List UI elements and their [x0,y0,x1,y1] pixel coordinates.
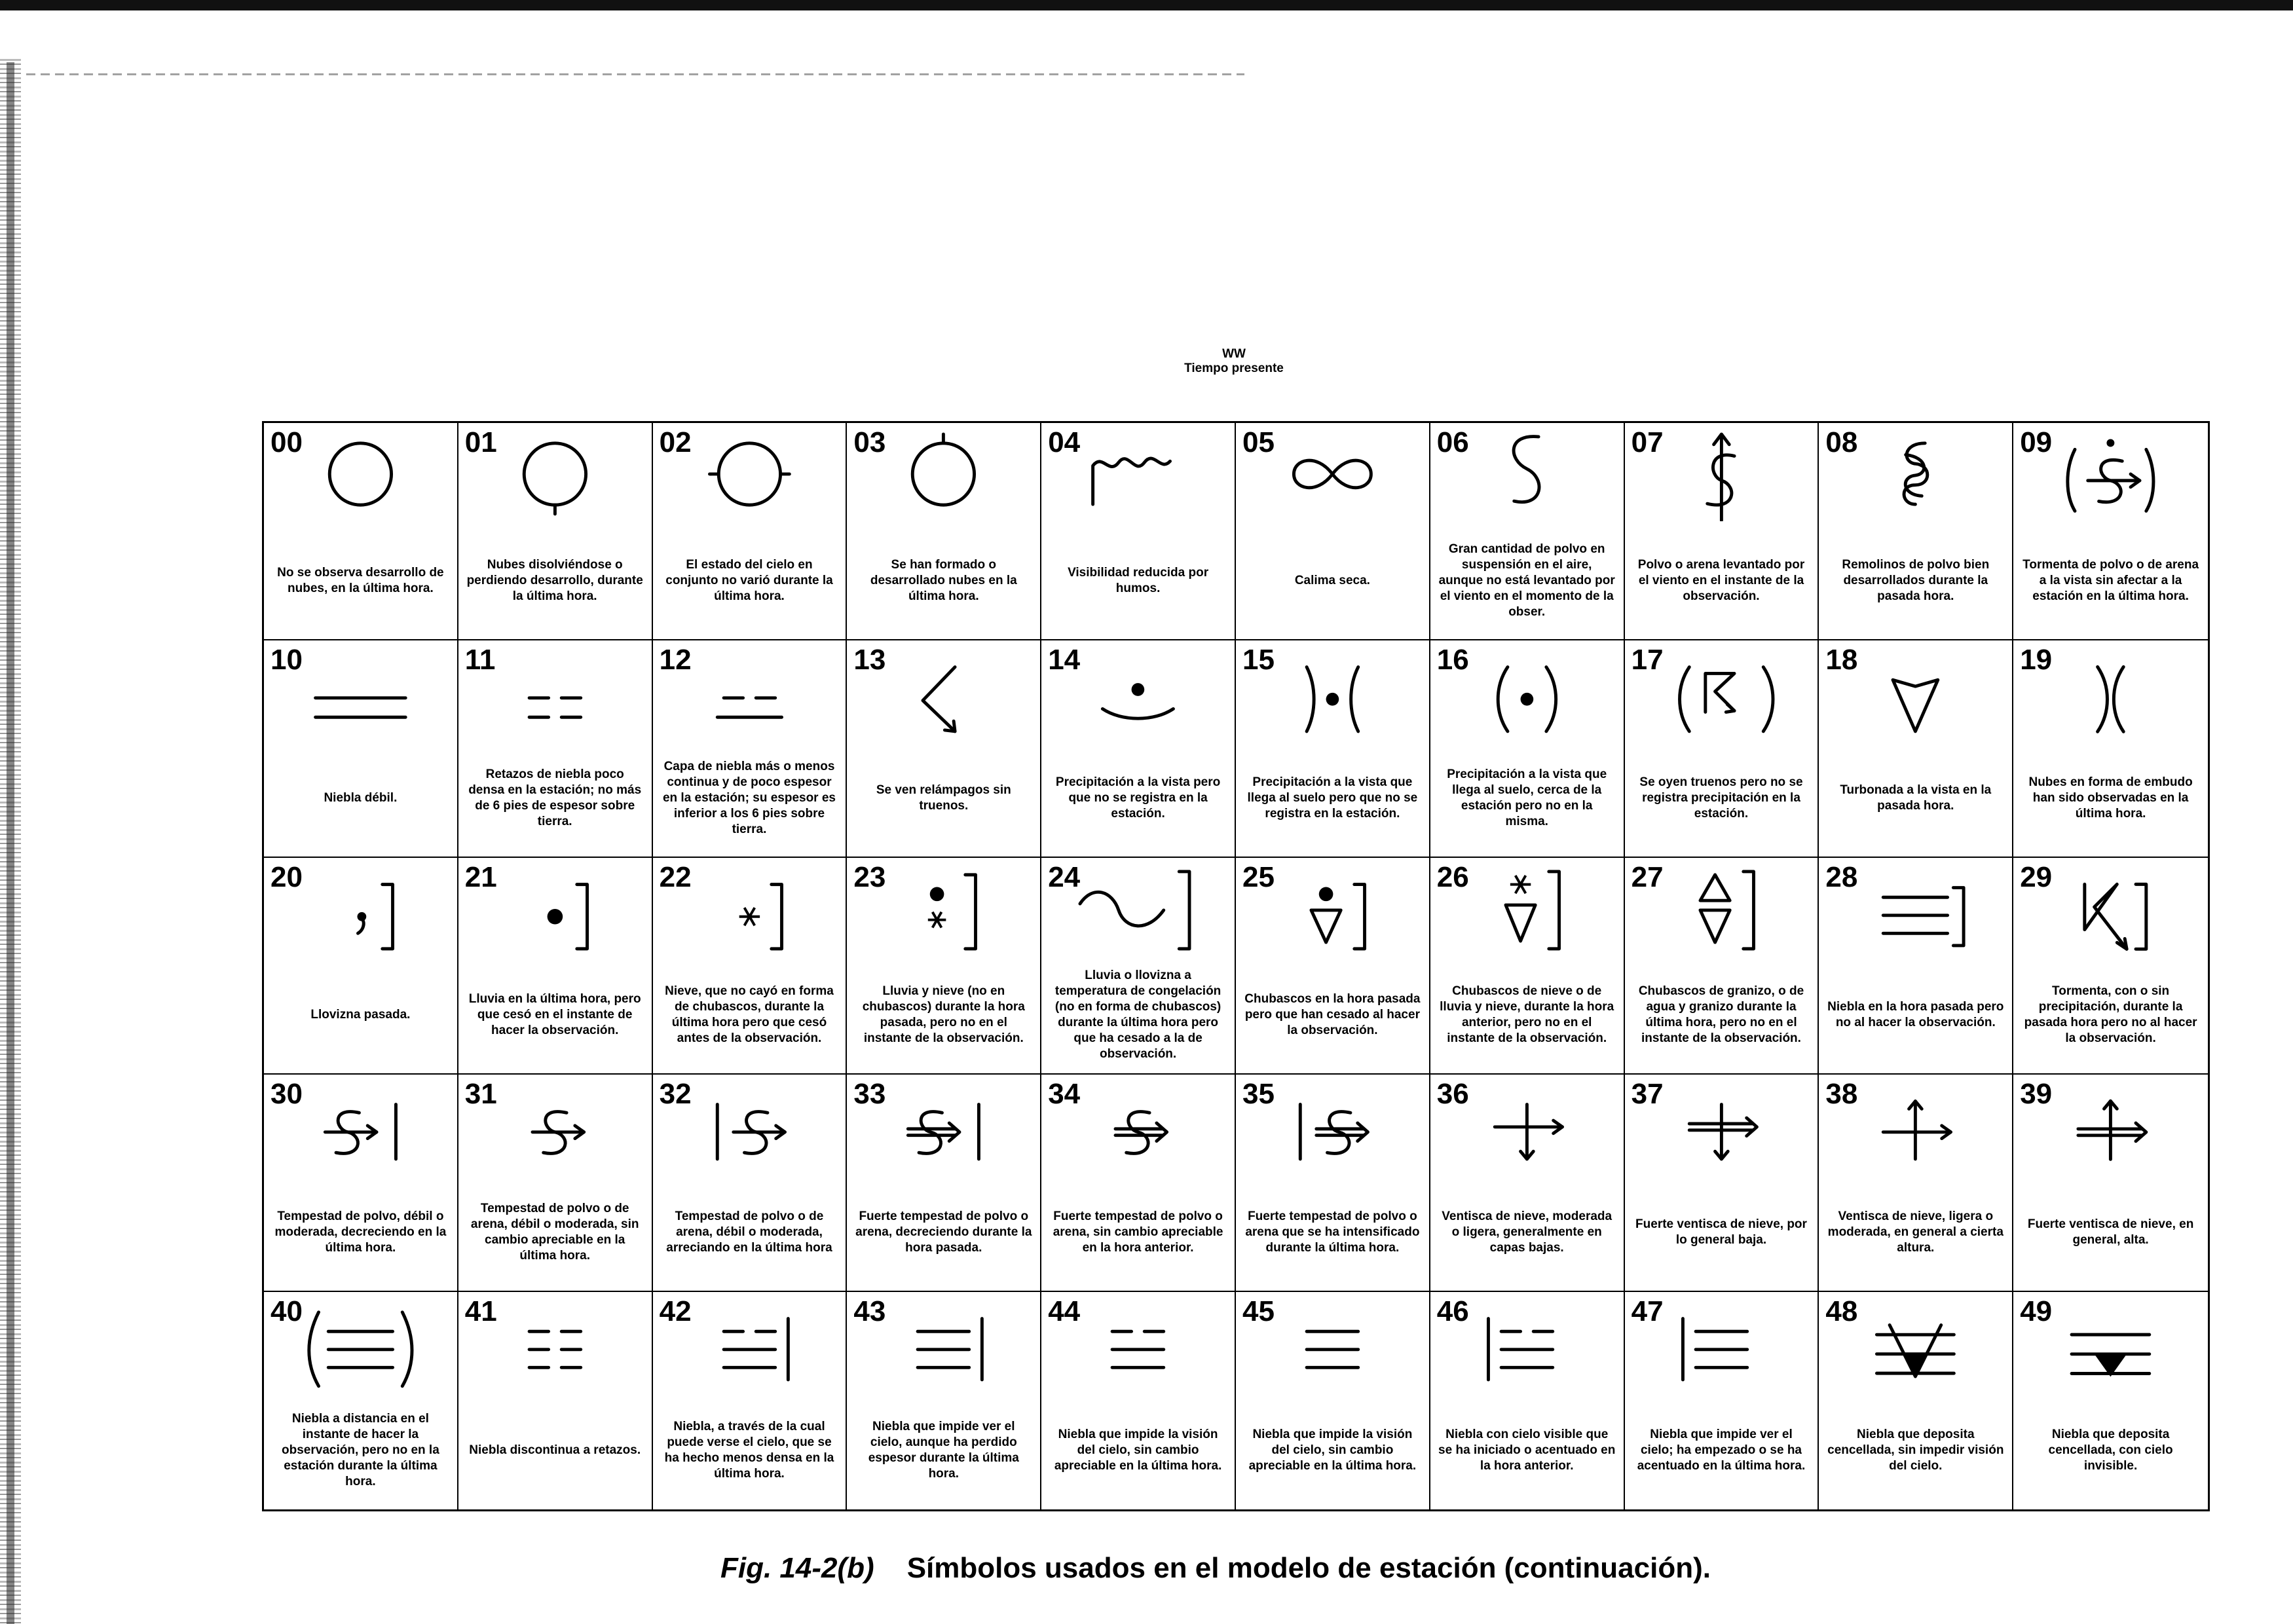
symbol-cell-20 [264,858,458,1075]
figure-caption-text: Símbolos usados en el modelo de estación (continuación). [906,1552,1711,1584]
precip-in-sight-not-reaching-icon [1041,640,1235,739]
duststorm-in-sight-icon [2013,423,2208,521]
cell-code: 29 [2020,860,2053,893]
cell-code: 02 [659,426,692,458]
symbol-cell-17 [1625,640,1819,858]
cell-description: Nubes en forma de embudo han sido observadas en la última hora. [2028,775,2193,821]
table-header [1103,347,1365,376]
cell-description: Ventisca de nieve, moderada o ligera, generalmente en capas bajas. [1442,1209,1613,1255]
cell-description: Fuerte tempestad de polvo o arena, sin cambio apreciable en la hora anterior. [1053,1209,1223,1255]
symbol-cell-27 [1625,858,1819,1075]
drifting-snow-low-icon [1430,1075,1624,1173]
cell-description: Niebla que impide ver el cielo, aunque ha perdido espesor durante la última hora. [868,1420,1019,1481]
cell-code: 06 [1436,426,1469,458]
cell-code: 39 [2020,1078,2053,1111]
duststorm-steady-icon [458,1075,652,1173]
cell-code: 08 [1825,426,1858,458]
cell-code: 24 [1048,860,1081,893]
severe-duststorm-decreasing-icon [847,1075,1040,1173]
cell-code: 13 [853,643,886,676]
thunder-icon [1625,640,1818,739]
cell-description: Tempestad de polvo o de arena, débil o moderada, sin cambio apreciable en la última hora. [470,1202,639,1263]
cell-code: 22 [659,860,692,893]
squall-icon [1819,640,2012,739]
cell-code: 43 [853,1295,886,1328]
cell-code: 48 [1825,1295,1858,1328]
symbol-cell-04 [1041,423,1236,640]
cell-description: Retazos de niebla poco densa en la estación; no más de 6 pies de espesor sobre tierra. [468,767,642,828]
symbol-cell-37 [1625,1075,1819,1292]
cell-description: No se observa desarrollo de nubes, en la última hora. [277,565,444,595]
severe-duststorm-increasing-icon [1236,1075,1429,1173]
header-title: Tiempo presente [1184,361,1284,375]
cell-description: Se ven relámpagos sin truenos. [876,783,1011,813]
cell-description: Chubascos de nieve o de lluvia y nieve, durante la hora anterior, pero no en el instante de la observación. [1440,984,1614,1046]
cell-description: Tormenta de polvo o de arena a la vista sin afectar a la estación en la última hora. [2023,557,2199,603]
symbol-cell-09 [2013,423,2208,640]
cell-description: Polvo o arena levantado por el viento en el instante de la observación. [1637,557,1805,603]
cell-description: Niebla que deposita cencellada, con cielo invisible. [2048,1428,2173,1473]
symbol-cell-18 [1819,640,2013,858]
cell-description: Tempestad de polvo o de arena, débil o moderada, arreciando en la última hora [666,1209,832,1255]
cell-code: 47 [1631,1295,1664,1328]
cell-code: 36 [1436,1078,1469,1111]
symbol-cell-47 [1625,1292,1819,1509]
symbol-cell-13 [847,640,1041,858]
cell-code: 19 [2020,643,2053,676]
clouds-forming-icon [847,423,1040,521]
symbol-cell-15 [1236,640,1430,858]
cell-description: Se han formado o desarrollado nubes en la última hora. [870,557,1017,603]
cell-code: 21 [464,860,497,893]
symbol-cell-23 [847,858,1041,1075]
cell-code: 49 [2020,1295,2053,1328]
shallow-fog-continuous-icon [653,640,846,739]
cell-code: 16 [1436,643,1469,676]
cell-code: 32 [659,1078,692,1111]
fog-at-distance-icon [264,1292,457,1390]
scan-dashed-line [26,73,1244,75]
symbol-cell-31 [458,1075,653,1292]
sky-unchanged-icon [653,423,846,521]
figure-caption [720,1552,1711,1585]
cell-description: Precipitación a la vista que llega al suelo, cerca de la estación pero no en la misma. [1447,767,1607,828]
cell-description: Lluvia y nieve (no en chubascos) durante la hora pasada, pero no en el instante de la observación. [862,984,1025,1046]
cell-code: 31 [464,1078,497,1111]
cell-code: 38 [1825,1078,1858,1111]
cell-description: Se oyen truenos pero no se registra precipitación en la estación. [1639,775,1803,821]
symbol-cell-00 [264,423,458,640]
cell-code: 35 [1242,1078,1275,1111]
cell-code: 12 [659,643,692,676]
cell-description: Niebla a distancia en el instante de hacer la observación, pero no en la estación durante la última hora. [282,1412,439,1489]
symbol-cell-33 [847,1075,1041,1292]
cell-code: 20 [270,860,303,893]
symbol-cell-10 [264,640,458,858]
cell-code: 15 [1242,643,1275,676]
symbol-cell-01 [458,423,653,640]
symbol-cell-16 [1430,640,1625,858]
symbol-cell-21 [458,858,653,1075]
cell-code: 04 [1048,426,1081,458]
cell-code: 09 [2020,426,2053,458]
cell-description: Tormenta, con o sin precipitación, durante la pasada hora pero no al hacer la observación. [2024,984,2197,1046]
cell-description: Lluvia o llovizna a temperatura de congelación (no en forma de chubascos) durante la última hora pero que ha cesado a la de observación. [1054,969,1221,1061]
symbol-cell-11 [458,640,653,858]
snow-past-icon [653,858,846,956]
present-weather-table [262,421,2210,1511]
cell-code: 05 [1242,426,1275,458]
cell-code: 44 [1048,1295,1081,1328]
cell-description: Niebla que impide la visión del cielo, sin cambio apreciable en la última hora. [1054,1428,1222,1473]
cell-code: 42 [659,1295,692,1328]
symbol-cell-46 [1430,1292,1625,1509]
cell-code: 14 [1048,643,1081,676]
scan-top-border [0,0,2293,10]
clouds-dissolving-icon [458,423,652,521]
showers-past-icon [1236,858,1429,956]
cell-code: 37 [1631,1078,1664,1111]
cell-description: Precipitación a la vista que llega al suelo pero que no se registra en la estación. [1247,775,1418,821]
fog-thinning-sky-visible-icon [653,1292,846,1390]
cell-description: Nubes disolviéndose o perdiendo desarrollo, durante la última hora. [466,557,643,603]
symbol-cell-25 [1236,858,1430,1075]
cell-code: 34 [1048,1078,1081,1111]
cell-description: Precipitación a la vista pero que no se registra en la estación. [1055,775,1221,821]
duststorm-increasing-icon [653,1075,846,1173]
fog-patches-icon [458,1292,652,1390]
severe-duststorm-steady-icon [1041,1075,1235,1173]
symbol-cell-40 [264,1292,458,1509]
rain-past-icon [458,858,652,956]
hail-showers-past-icon [1625,858,1818,956]
symbol-cell-14 [1041,640,1236,858]
symbol-cell-03 [847,423,1041,640]
symbol-cell-08 [1819,423,2013,640]
snow-showers-past-icon [1430,858,1624,956]
cell-description: Fuerte ventisca de nieve, en general, alta. [2027,1217,2194,1247]
raised-dust-icon [1625,423,1818,521]
smoke-icon [1041,423,1235,521]
symbol-cell-22 [653,858,848,1075]
clear-sky-icon [264,423,457,521]
cell-code: 01 [464,426,497,458]
cell-description: Niebla, a través de la cual puede verse el cielo, que se ha hecho menos densa en la última hora. [664,1420,834,1481]
shallow-fog-patches-icon [458,640,652,739]
symbol-cell-26 [1430,858,1625,1075]
symbol-cell-41 [458,1292,653,1509]
fog-thickening-sky-visible-icon [1430,1292,1624,1390]
cell-code: 40 [270,1295,303,1328]
cell-code: 11 [464,643,496,676]
cell-description: Fuerte tempestad de polvo o arena, decreciendo durante la hora pasada. [855,1209,1032,1255]
symbol-cell-12 [653,640,848,858]
drizzle-past-icon [264,858,457,956]
cell-code: 17 [1631,643,1664,676]
symbol-cell-42 [653,1292,848,1509]
cell-description: El estado del cielo en conjunto no varió durante la última hora. [665,557,833,603]
cell-description: Fuerte tempestad de polvo o arena que se ha intensificado durante la última hora. [1245,1209,1420,1255]
cell-code: 07 [1631,426,1664,458]
fog-steady-sky-visible-icon [1041,1292,1235,1390]
freezing-rain-past-icon [1041,858,1235,956]
cell-code: 00 [270,426,303,458]
lightning-icon [847,640,1040,739]
cell-code: 03 [853,426,886,458]
heavy-drifting-snow-low-icon [1625,1075,1818,1173]
cell-code: 30 [270,1078,303,1111]
symbol-cell-24 [1041,858,1236,1075]
fog-thinning-sky-obscured-icon [847,1292,1040,1390]
cell-description: Llovizna pasada. [310,1008,411,1022]
cell-description: Nieve, que no cayó en forma de chubascos, durante la última hora pero que cesó antes de la observación. [665,984,834,1046]
heavy-blowing-snow-high-icon [2013,1075,2208,1173]
symbol-cell-28 [1819,858,2013,1075]
haze-icon [1236,423,1429,521]
duststorm-decreasing-icon [264,1075,457,1173]
symbol-cell-48 [1819,1292,2013,1509]
widespread-dust-icon [1430,423,1624,521]
symbol-cell-30 [264,1075,458,1292]
symbol-cell-49 [2013,1292,2208,1509]
fog-past-icon [1819,858,2012,956]
cell-description: Chubascos en la hora pasada pero que han cesado al hacer la observación. [1244,992,1421,1038]
cell-description: Niebla que deposita cencellada, sin impedir visión del cielo. [1827,1428,2004,1473]
cell-description: Remolinos de polvo bien desarrollados durante la pasada hora. [1842,557,1990,603]
cell-description: Niebla en la hora pasada pero no al hacer la observación. [1827,1000,2004,1030]
blowing-snow-high-icon [1819,1075,2012,1173]
cell-code: 27 [1631,860,1664,893]
cell-code: 10 [270,643,303,676]
cell-code: 33 [853,1078,886,1111]
cell-code: 41 [464,1295,497,1328]
cell-description: Niebla con cielo visible que se ha iniciado o acentuado en la hora anterior. [1438,1428,1616,1473]
rime-fog-sky-obscured-icon [2013,1292,2208,1390]
cell-description: Niebla que impide la visión del cielo, sin cambio apreciable en la última hora. [1248,1428,1417,1473]
funnel-cloud-icon [2013,640,2208,739]
cell-description: Niebla que impide ver el cielo; ha empezado o se ha acentuado en la última hora. [1637,1428,1806,1473]
cell-description: Visibilidad reducida por humos. [1068,565,1209,595]
symbol-cell-05 [1236,423,1430,640]
rain-snow-past-icon [847,858,1040,956]
mist-icon [264,640,457,739]
symbol-cell-43 [847,1292,1041,1509]
cell-description: Chubascos de granizo, o de agua y granizo durante la última hora, pero no en el instante de la observación. [1638,984,1804,1046]
cell-description: Ventisca de nieve, ligera o moderada, en general a cierta altura. [1827,1209,2004,1255]
symbol-cell-29 [2013,858,2208,1075]
rime-fog-sky-visible-icon [1819,1292,2012,1390]
fog-thickening-sky-obscured-icon [1625,1292,1818,1390]
symbol-cell-36 [1430,1075,1625,1292]
symbol-cell-35 [1236,1075,1430,1292]
dust-whirls-icon [1819,423,2012,521]
figure-number: Fig. 14-2(b) [720,1552,874,1584]
symbol-cell-07 [1625,423,1819,640]
cell-description: Niebla discontinua a retazos. [469,1443,641,1458]
cell-description: Capa de niebla más o menos continua y de poco espesor en la estación; su espesor es inferior a los 6 pies sobre tierra. [662,759,836,836]
cell-code: 18 [1825,643,1858,676]
symbol-cell-06 [1430,423,1625,640]
symbol-cell-38 [1819,1075,2013,1292]
symbol-cell-45 [1236,1292,1430,1509]
symbol-cell-34 [1041,1075,1236,1292]
cell-description: Calima seca. [1294,573,1370,587]
symbol-cell-44 [1041,1292,1236,1509]
cell-description: Gran cantidad de polvo en suspensión en el aire, aunque no está levantado por el viento en el momento de la obser. [1438,542,1615,619]
cell-description: Fuerte ventisca de nieve, por lo general baja. [1635,1217,1807,1247]
cell-code: 45 [1242,1295,1275,1328]
precip-distant-icon [1236,640,1429,739]
cell-code: 23 [853,860,886,893]
scan-left-shadow [7,62,14,1624]
cell-code: 46 [1436,1295,1469,1328]
cell-description: Tempestad de polvo, débil o moderada, decreciendo en la última hora. [274,1209,447,1255]
cell-description: Lluvia en la última hora, pero que cesó en el instante de hacer la observación. [468,992,641,1038]
symbol-cell-32 [653,1075,848,1292]
symbol-cell-02 [653,423,848,640]
cell-code: 28 [1825,860,1858,893]
cell-code: 26 [1436,860,1469,893]
cell-code: 25 [1242,860,1275,893]
thunderstorm-past-icon [2013,858,2208,956]
fog-steady-sky-obscured-icon [1236,1292,1429,1390]
cell-description: Niebla débil. [324,790,398,805]
header-code: WW [1222,347,1246,361]
cell-description: Turbonada a la vista en la pasada hora. [1840,783,1992,813]
precip-near-icon [1430,640,1624,739]
symbol-cell-19 [2013,640,2208,858]
symbol-cell-39 [2013,1075,2208,1292]
